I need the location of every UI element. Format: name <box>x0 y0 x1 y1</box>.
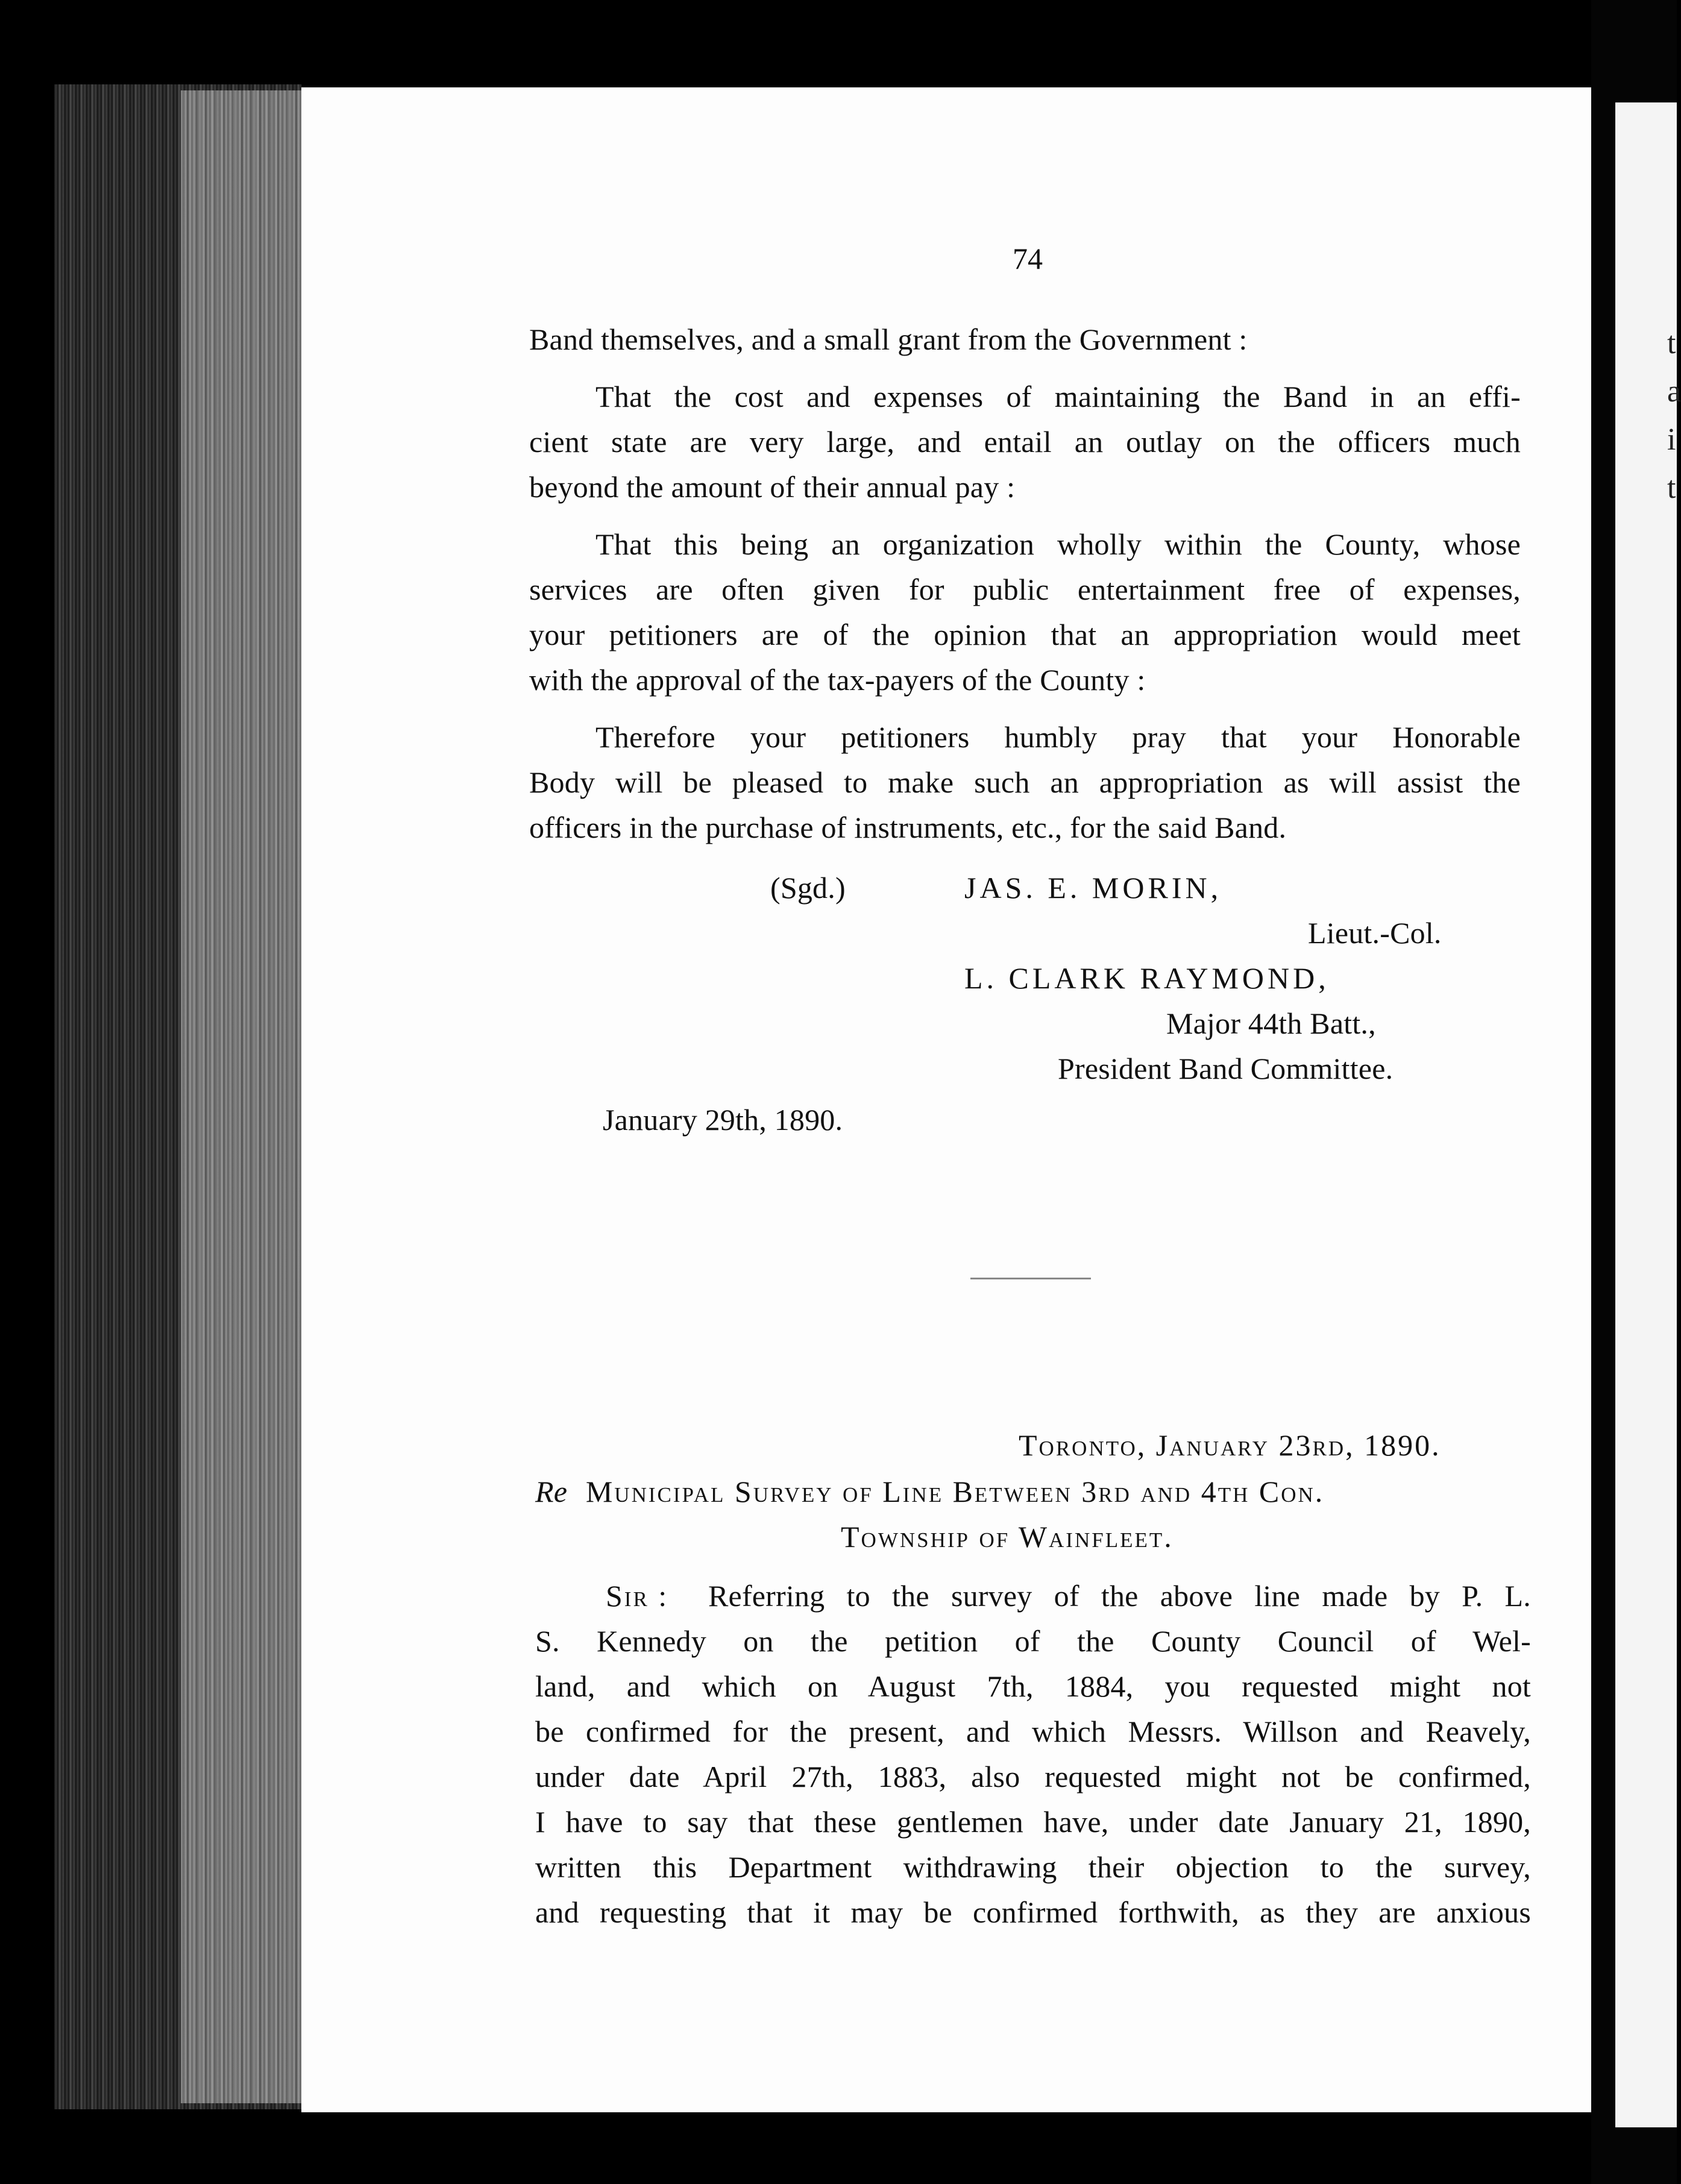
letter-line: Referring to the survey of the above line made by P. L. <box>708 1579 1531 1613</box>
next-page-fragment: i <box>1667 422 1676 457</box>
letter-line: I have to say that these gentlemen have, under date January 21, 1890, <box>535 1805 1531 1839</box>
letter-line: land, and which on August 7th, 1884, you requested might not <box>535 1669 1531 1703</box>
signatory-title: President Band Committee. <box>1058 1052 1394 1085</box>
petition-line: Therefore your petitioners humbly pray that your Honorable <box>595 720 1521 754</box>
letter-line: written this Department withdrawing their objection to the survey, <box>535 1850 1531 1884</box>
petition-line: officers in the purchase of instruments, etc., for the said Band. <box>529 811 1287 844</box>
signatory-title: Major 44th Batt., <box>1166 1006 1376 1040</box>
salutation-text: Sir : <box>606 1579 669 1613</box>
letter-salutation <box>606 1573 668 1619</box>
letter-line: be confirmed for the present, and which Messrs. Willson and Reavely, <box>535 1715 1531 1748</box>
letter-line: under date April 27th, 1883, also requested might not be confirmed, <box>535 1760 1531 1793</box>
subject-line: Municipal Survey of Line Between 3rd and 4th Con. <box>585 1475 1325 1508</box>
next-page-fragment: t <box>1667 326 1676 360</box>
letter-place-date-text: Toronto, January 23rd, 1890. <box>1019 1428 1441 1462</box>
petition-line: That this being an organization wholly within the County, whose <box>595 527 1521 561</box>
signed-mark: (Sgd.) <box>770 871 846 905</box>
petition-line: beyond the amount of their annual pay : <box>529 470 1016 504</box>
letter-line: and requesting that it may be confirmed forthwith, as they are anxious <box>535 1895 1531 1929</box>
petition-date: January 29th, 1890. <box>603 1103 843 1137</box>
petition-line: your petitioners are of the opinion that an appropriation would meet <box>529 618 1521 651</box>
signatory-title: Lieut.-Col. <box>1308 916 1442 950</box>
letter-line: S. Kennedy on the petition of the County Council of Wel- <box>535 1624 1531 1658</box>
subject-line: Township of Wainfleet. <box>841 1520 1174 1554</box>
petition-line: cient state are very large, and entail an outlay on the officers much <box>529 425 1521 459</box>
next-page-fragment: t <box>1667 471 1676 505</box>
re-label: Re <box>535 1475 568 1508</box>
petition-line: with the approval of the tax-payers of the County : <box>529 663 1146 697</box>
next-page-fragment: a <box>1667 374 1681 409</box>
book-page-edges-highlight <box>181 90 301 2103</box>
signatory-name: JAS. E. MORIN, <box>964 871 1222 905</box>
petition-line: Band themselves, and a small grant from the Government : <box>529 322 1248 356</box>
petition-line: Body will be pleased to make such an appropriation as will assist the <box>529 765 1521 799</box>
signatory-name: L. CLARK RAYMOND, <box>964 961 1330 995</box>
letter-subject <box>535 1469 1324 1514</box>
section-divider <box>970 1278 1091 1279</box>
petition-line: services are often given for public entertainment free of expenses, <box>529 573 1521 606</box>
petition-line: That the cost and expenses of maintaining the Band in an effi- <box>595 380 1521 413</box>
page-number: 74 <box>1013 242 1043 275</box>
letter-place-date <box>1019 1422 1441 1468</box>
